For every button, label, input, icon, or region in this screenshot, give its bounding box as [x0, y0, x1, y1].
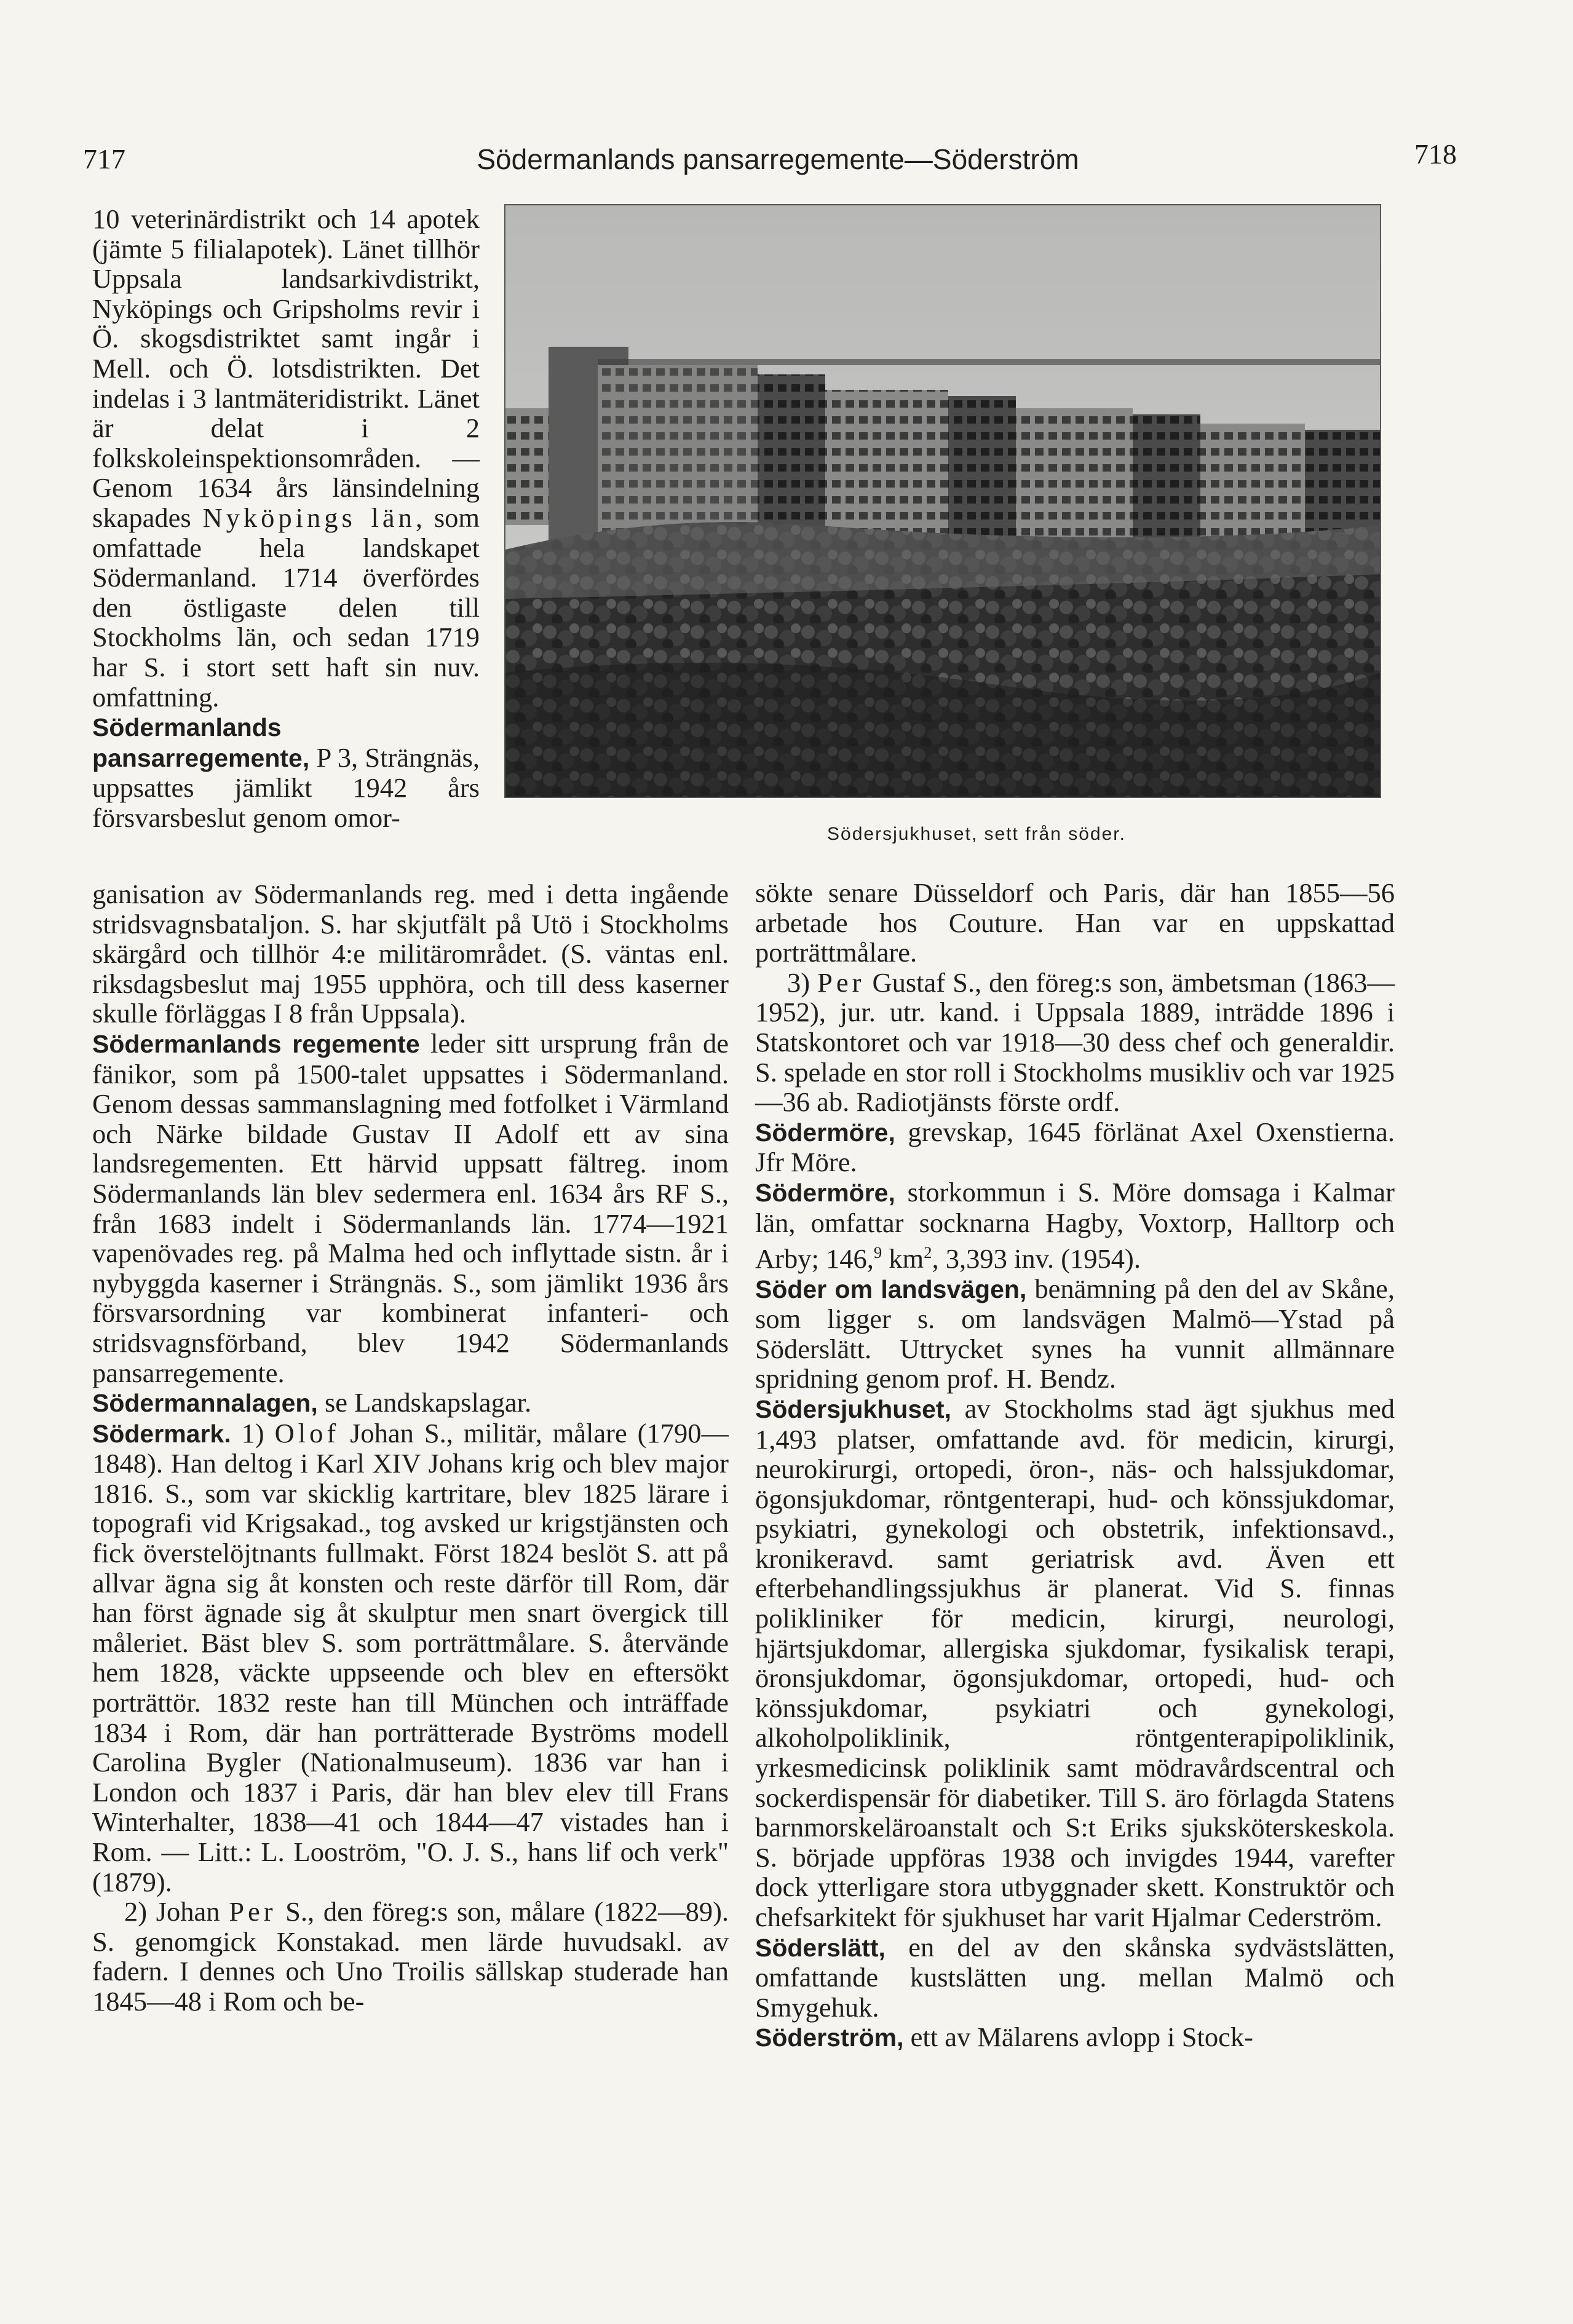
- mannalagen-text: se Landskapslagar.: [317, 1387, 532, 1418]
- hospital-photo: [504, 204, 1381, 798]
- entry-sodermore-grevskap: [755, 1117, 1395, 1177]
- headword-pansarregemente: Södermanlands pansarregemente,: [92, 713, 310, 772]
- left-column-top: [92, 204, 480, 832]
- headword-soder-om-landsvagen: Söder om landsvägen,: [755, 1275, 1027, 1303]
- sodermark-name-per: Per: [229, 1896, 277, 1927]
- sodermark-name-per-3: Per: [817, 966, 865, 998]
- pansarregemente-text-b: ganisation av Södermanlands reg. med i detta ingående stridsvagnsbataljon. S. har skjutfält på Utö i Stockholms skärgård och tillhör 4:e militärområdet. (S. väntas enl. riksdagsbeslut maj 1955 upphöra, och till dess kaserner skulle förläggas I 8 från Uppsala).: [92, 879, 729, 1029]
- headword-soderstrom: Söderström,: [755, 2023, 904, 2052]
- area-decimal-superscript: 9: [873, 1243, 882, 1262]
- sodermark-name-olof: Olof: [274, 1417, 340, 1449]
- headword-sodermore-1: Södermöre,: [755, 1118, 895, 1147]
- entry-soder-om-landsvagen: [755, 1274, 1395, 1394]
- right-page-number: 718: [1414, 138, 1457, 170]
- storkommun-text-a: storkommun i S. Möre domsaga i Kalmar län, omfattar socknarna Hagby, Voxtorp, Halltorp och Arby; 146,: [755, 1176, 1395, 1274]
- entry-sodermore-storkommun: [755, 1177, 1395, 1274]
- county-text-b: , som omfattade hela landskapet Södermanland. 1714 överfördes den östligaste delen till Stockholms län, och sedan 1719 har S. i stort sett haft sin nuv. omfattning.: [92, 502, 480, 713]
- sodermark-2-continuation: [755, 878, 1395, 968]
- sodermark-3-text: Gustaf S., den föreg:s son, ämbetsman (1863—1952), jur. utr. kand. i Uppsala 1889, inträdde 1896 i Statskontoret och var 1918—30 dess chef och generaldir. S. spelade en stor roll i Stockholms musikliv och var 1925—36 ab. Radiotjänsts förste ordf.: [755, 966, 1395, 1118]
- left-column: [92, 879, 729, 2017]
- sodermark-number-1: 1): [231, 1417, 275, 1449]
- entry-pansarregemente-cont: [92, 879, 729, 1029]
- storkommun-text-b: km: [882, 1243, 924, 1274]
- entry-sodermark-3: [755, 968, 1395, 1117]
- entry-pansarregemente-start: [92, 712, 480, 832]
- photo-caption: Södersjukhuset, sett från söder.: [827, 824, 1126, 844]
- sodermark-number-3: 3): [787, 966, 818, 998]
- regemente-text: leder sitt ursprung från de fänikor, som på 1500-talet uppsattes i Södermanland. Genom dessas sammanslagning med fotfolket i Värmland och Närke bildade Gustav II Adolf ett av sina landsregementen. Ett härvid uppsatt fältreg. inom Södermanlands län blev sedermera enl. 1634 års RF S., från 1683 indelt i Södermanlands län. 1774—1921 vapenövades reg. på Malma hed och inflyttade sistn. år i nybyggda kaserner i Strängnäs. S., som jämlikt 1936 års försvarsordning var kombinerat infanteri- och stridsvagnsförband, blev 1942 Södermanlands pansarregemente.: [92, 1027, 729, 1388]
- landsvagen-text: benämning på den del av Skåne, som ligger s. om landsvägen Malmö—Ystad på Söderslätt. Uttrycket synes ha vunnit allmännare spridning genom prof. H. Bendz.: [755, 1273, 1395, 1394]
- entry-soderslatt: [755, 1932, 1395, 2023]
- soderslatt-text: en del av den skånska sydvästslätten, omfattande kustslätten ung. mellan Malmö och Smygehuk.: [755, 1931, 1395, 2023]
- entry-regemente: [92, 1029, 729, 1388]
- entry-mannalagen: [92, 1388, 729, 1418]
- county-paragraph: [92, 204, 480, 712]
- pansarregemente-text-a: P 3, Strängnäs, uppsattes jämlikt 1942 års försvarsbeslut genom omor-: [92, 741, 480, 833]
- hospital-photo-illustration: [505, 205, 1380, 797]
- grevskap-text: grevskap, 1645 förlänat Axel Oxenstierna. Jfr Möre.: [755, 1116, 1395, 1178]
- county-name-spaced: Nyköpings län: [202, 502, 416, 533]
- left-page-number: 717: [83, 143, 125, 175]
- headword-sodermore-2: Södermöre,: [755, 1178, 895, 1207]
- headword-mannalagen: Södermannalagen,: [92, 1389, 318, 1418]
- county-text-a: 10 veterinärdistrikt och 14 apotek (jämte 5 filialapotek). Länet tillhör Uppsala landsarkivdistrikt, Nyköpings och Gripsholms revir i Ö. skogsdistriktet samt ingår i Mell. och Ö. lotsdistrikten. Det indelas i 3 lantmäteridistrikt. Länet är delat i 2 folkskoleinspektionsområden. — Genom 1634 års länsindelning skapades: [92, 204, 480, 533]
- headword-regemente: Södermanlands regemente: [92, 1029, 420, 1058]
- sodermark-number-2: 2) Johan: [124, 1896, 229, 1927]
- headword-sodermark: Södermark.: [92, 1419, 231, 1448]
- soderstrom-text: ett av Mälarens avlopp i Stock-: [903, 2022, 1253, 2053]
- sodersjukhuset-text: av Stockholms stad ägt sjukhus med 1,493 platser, omfattande avd. för medicin, kirurgi, neurokirurgi, ortopedi, öron-, näs- och halssjukdomar, ögonsjukdomar, röntgenterapi, hud- och könssjukdomar, psykiatri, gynekologi och obstetrik, infektionsavd., kronikeravd. samt geriatrisk avd. Även ett efterbehandlingssjukhus är planerat. Vid S. finnas polikliniker för medicin, kirurgi, neurologi, hjärtsjukdomar, allergiska sjukdomar, fysikalisk terapi, öronsjukdomar, ögonsjukdomar, ortopedi, hud- och könssjukdomar, psykiatri och gynekologi, alkoholpoliklinik, röntgenterapipoliklinik, yrkesmedicinsk poliklinik samt mödravårdscentral och sockerdispensär för diabetiker. Till S. äro förlagda Statens barnmorskeläroanstalt och S:t Eriks sjuksköterskeskola. S. började uppföras 1938 och invigdes 1944, varefter dock ytterligare stora utbyggnader skett. Konstruktör och chefsarkitekt för sjukhuset har varit Hjalmar Cederström.: [755, 1393, 1395, 1933]
- right-column: [755, 878, 1395, 2053]
- entry-soderstrom: [755, 2022, 1395, 2053]
- km-squared-superscript: 2: [924, 1243, 932, 1262]
- storkommun-text-c: , 3,393 inv. (1954).: [932, 1243, 1141, 1274]
- headword-soderslatt: Söderslätt,: [755, 1933, 886, 1962]
- sodermark-1-text: Johan S., militär, målare (1790—1848). Han deltog i Karl XIV Johans krig och blev major 1816. S., som var skicklig kartritare, blev 1825 lärare i topografi vid Krigsakad., tog avsked ur krigstjänsten och fick överstelöjtnants fullmakt. Först 1824 beslöt S. att på allvar ägna sig åt konsten och reste därför till Rom, där han först ägnade sig åt skulptur men snart övergick till måleriet. Bäst blev S. som porträttmålare. S. återvände hem 1828, väckte uppseende och blev en eftersökt porträttör. 1832 reste han till München och inträffade 1834 i Rom, där han porträtterade Byströms modell Carolina Bygler (Nationalmuseum). 1836 var han i London och 1837 i Paris, där han blev elev till Frans Winterhalter, 1838—41 och 1844—47 vistades han i Rom. — Litt.: L. Looström, "O. J. S., hans lif och verk" (1879).: [92, 1417, 729, 1897]
- running-head-title: Södermanlands pansarregemente—Söderström: [477, 143, 1079, 175]
- entry-sodermark: [92, 1418, 729, 1897]
- entry-sodermark-2: [92, 1897, 729, 2016]
- sodermark-2-cont-text: sökte senare Düsseldorf och Paris, där han 1855—56 arbetade hos Couture. Han var en uppskattad porträttmålare.: [755, 877, 1395, 968]
- headword-sodersjukhuset: Södersjukhuset,: [755, 1394, 951, 1423]
- sodermark-2-text: S., den föreg:s son, målare (1822—89). S. genomgick Konstakad. men lärde huvudsakl. av fadern. I dennes och Uno Troilis sällskap studerade han 1845—48 i Rom och be-: [92, 1896, 729, 2017]
- entry-sodersjukhuset: [755, 1394, 1395, 1932]
